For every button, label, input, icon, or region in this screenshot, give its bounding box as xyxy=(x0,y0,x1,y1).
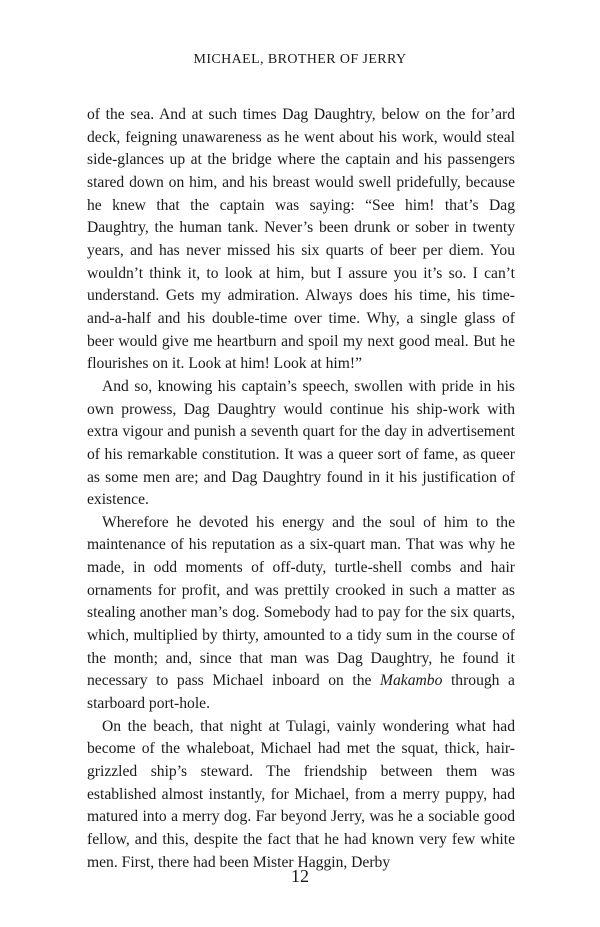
paragraph-text: through a starboard port-hole. xyxy=(87,672,515,713)
ship-name: Makambo xyxy=(380,672,443,690)
paragraph-text: Wherefore he devoted his energy and the soul of him to the maintenance of his reputation as a six-quart man. That was why he made, in odd moments of off-duty, turtle-shell combs and hair ornaments for profit, and was prettily crooked in such a matter as stealing another man’s dog. Somebody had to pay for the six quarts, which, multiplied by thirty, amounted to a tidy sum in the course of the month; and, since that man was Dag Daughtry, he found it necessary to pass Michael inboard on the xyxy=(87,513,515,690)
running-head: MICHAEL, BROTHER OF JERRY xyxy=(193,52,407,67)
paragraph: of the sea. And at such times Dag Daughtry, below on the for’ard deck, feigning unawareness as he went about his work, would steal side-glances up at the bridge where the captain and his passengers stared down on him, and his breast would swell pridefully, because he knew that the captain was saying: “See him! that’s Dag Daughtry, the human tank. Never’s been drunk or sober in twenty years, and has never missed his six quarts of beer per diem. You wouldn’t think it, to look at him, but I assure you it’s so. I can’t understand. Gets my admiration. Always does his time, his time-and-a-half and his double-time over time. Why, a single glass of beer would give me heartburn and spoil my next good meal. But he flourishes on it. Look at him! Look at him!” xyxy=(87,106,515,373)
page-number: 12 xyxy=(291,866,309,886)
paragraph: And so, knowing his captain’s speech, swollen with pride in his own prowess, Dag Daughtry would continue his ship-work with extra vigour and punish a seventh quart for the day in advertisement of his remarkable constitution. It was a queer sort of fame, as queer as some men are; and Dag Daughtry found in it his justification of existence. xyxy=(87,377,515,509)
paragraph xyxy=(87,512,515,716)
body-text xyxy=(87,104,515,874)
paragraph: On the beach, that night at Tulagi, vainly wondering what had become of the whaleboat, Michael had met the squat, thick, hair-grizzled ship’s steward. The friendship between them was established almost instantly, for Michael, from a merry puppy, had matured into a merry dog. Far beyond Jerry, was he a sociable good fellow, and this, despite the fact that he had known very few white men. First, there had been Mister Haggin, Derby xyxy=(87,717,515,871)
